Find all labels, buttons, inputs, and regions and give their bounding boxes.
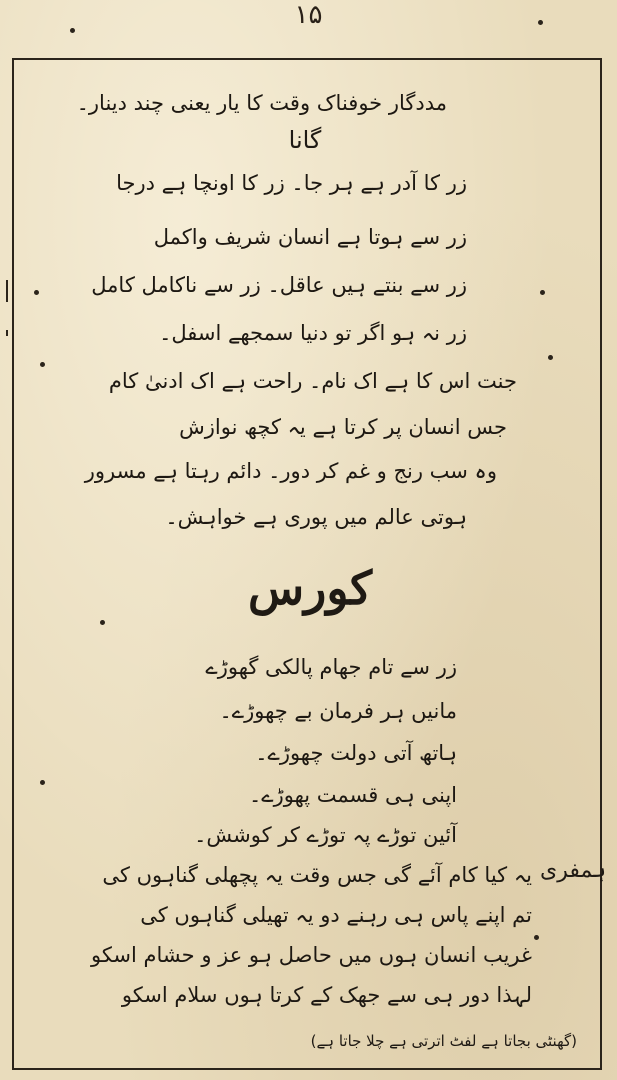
chorus-line: ہاتھ آتی دولت چھوڑے۔ bbox=[255, 741, 457, 765]
verse-line: تم اپنے پاس ہی رہنے دو یہ تھیلی گناہوں کی bbox=[140, 903, 532, 927]
chorus-line: اپنی ہی قسمت پھوڑے۔ bbox=[248, 783, 457, 807]
ink-dot bbox=[534, 935, 539, 940]
page-number: ۱۵ bbox=[294, 0, 323, 30]
ink-dot bbox=[548, 355, 553, 360]
chorus-line: مانیں ہر فرمان بے چھوڑے۔ bbox=[219, 699, 457, 723]
intro-line: مددگار خوفناک وقت کا یار یعنی چند دینار۔ bbox=[76, 91, 447, 115]
speaker-label: ہمفری bbox=[540, 858, 607, 883]
chorus-line: زر سے تام جھام پالکی گھوڑے bbox=[205, 655, 457, 679]
ink-dot bbox=[40, 362, 45, 367]
chorus-line: آئین توڑے پہ توڑے کر کوشش۔ bbox=[194, 823, 457, 847]
verse-line: لہذا دور ہی سے جھک کے کرتا ہوں سلام اسکو bbox=[121, 983, 532, 1007]
ink-dot bbox=[538, 20, 543, 25]
ink-dot bbox=[70, 28, 75, 33]
ink-dot bbox=[540, 290, 545, 295]
song-line: جس انسان پر کرتا ہے یہ کچھ نوازش bbox=[179, 415, 507, 439]
margin-mark bbox=[6, 280, 8, 302]
stage-direction: (گھنٹی بجاتا ہے لفٹ اترتی ہے چلا جاتا ہے) bbox=[310, 1032, 577, 1050]
song-heading: گانا bbox=[288, 126, 322, 154]
song-line: ہوتی عالم میں پوری ہے خواہش۔ bbox=[165, 505, 467, 529]
ink-dot bbox=[34, 290, 39, 295]
verse-line: یہ کیا کام آئے گی جس وقت یہ پچھلی گناہوں کی bbox=[102, 863, 532, 887]
ink-dot bbox=[100, 620, 105, 625]
song-line: زر نہ ہو اگر تو دنیا سمجھے اسفل۔ bbox=[159, 321, 467, 345]
margin-mark bbox=[6, 330, 8, 336]
ink-dot bbox=[40, 780, 45, 785]
song-line: وہ سب رنج و غم کر دور۔ دائم رہتا ہے مسرور bbox=[84, 459, 497, 483]
verse-line: غریب انسان ہوں میں حاصل ہو عز و حشام اسکو bbox=[90, 943, 532, 967]
chorus-heading: کورس bbox=[247, 561, 373, 615]
song-line: جنت اس کا ہے اک نام۔ راحت ہے اک ادنیٰ کام bbox=[108, 369, 517, 393]
song-line: زر سے ہوتا ہے انسان شریف واکمل bbox=[153, 225, 467, 249]
song-line: زر سے بنتے ہیں عاقل۔ زر سے ناکامل کامل bbox=[91, 273, 467, 297]
song-line: زر کا آدر ہے ہر جا۔ زر کا اونچا ہے درجا bbox=[116, 171, 467, 195]
